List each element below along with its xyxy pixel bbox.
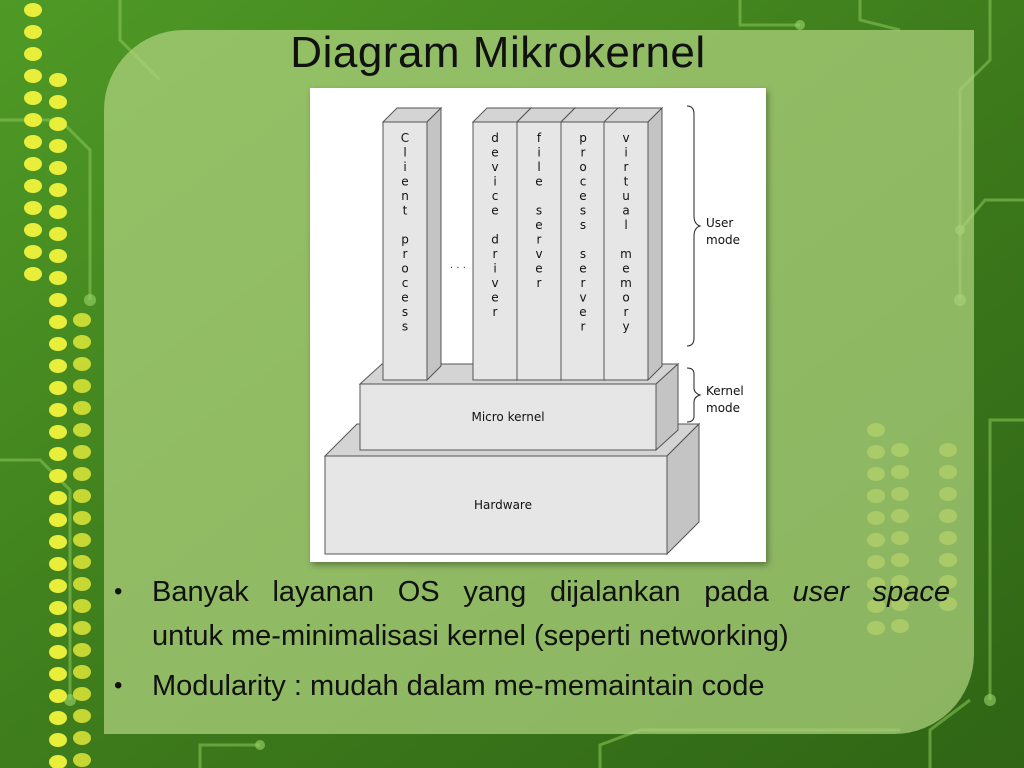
column-letter: v — [491, 276, 499, 290]
circuit-dot — [73, 467, 91, 481]
circuit-dot — [49, 491, 67, 505]
circuit-dot — [49, 337, 67, 351]
circuit-dot — [24, 91, 42, 105]
kernel-mode-label-line2: mode — [706, 401, 741, 415]
user-mode-brace — [687, 106, 700, 346]
circuit-dot — [49, 645, 67, 659]
micro-kernel-label: Micro kernel — [471, 410, 545, 424]
circuit-dot — [49, 73, 67, 87]
column-letter: f — [536, 131, 542, 145]
column-letter: r — [580, 145, 586, 160]
circuit-dot — [24, 267, 42, 281]
bullet-2-text: Modularity : mudah dalam me-memaintain code — [152, 670, 765, 702]
column-letter: r — [492, 305, 498, 319]
circuit-dot — [49, 315, 67, 329]
circuit-dot — [73, 379, 91, 393]
circuit-dot — [73, 599, 91, 613]
column-letter: l — [403, 145, 407, 160]
column-letter: v — [579, 290, 587, 305]
column-letter: d — [491, 232, 499, 247]
column-letter: C — [400, 131, 410, 145]
column-letter: r — [580, 276, 586, 290]
circuit-dot — [49, 623, 67, 637]
circuit-dot — [73, 643, 91, 657]
bullet-1-emphasis: user space — [792, 576, 950, 608]
bullet-1-line-2: untuk me-minimalisasi kernel (seperti networking) — [152, 620, 789, 652]
user-mode-label-line1: User — [706, 216, 734, 230]
circuit-dot — [24, 223, 42, 237]
column-client-process — [383, 108, 441, 380]
circuit-dot — [49, 95, 67, 109]
column-letter: p — [401, 232, 409, 247]
circuit-dot — [49, 183, 67, 197]
circuit-dot — [73, 335, 91, 349]
circuit-dot — [49, 403, 67, 417]
bullet-item — [110, 570, 950, 658]
circuit-dot — [49, 733, 67, 747]
column-letter: e — [579, 189, 587, 203]
column-letter: a — [622, 203, 630, 218]
circuit-dot — [49, 117, 67, 131]
column-letter: d — [491, 131, 499, 145]
circuit-dot — [49, 689, 67, 703]
circuit-dot — [49, 359, 67, 373]
column-letter: v — [491, 160, 499, 174]
microkernel-diagram — [310, 88, 766, 562]
column-letter: e — [401, 174, 409, 189]
column-letter: r — [492, 247, 498, 261]
circuit-dot — [49, 469, 67, 483]
bullet-1-line-1 — [152, 570, 950, 614]
ellipsis: . . . — [450, 260, 466, 271]
column-letter: e — [622, 261, 630, 276]
column-letter: i — [493, 174, 497, 189]
column-letter: r — [536, 232, 542, 247]
bullet-item — [110, 664, 950, 708]
circuit-dot — [73, 621, 91, 635]
circuit-dot — [24, 3, 42, 17]
circuit-dot — [49, 425, 67, 439]
column-letter: i — [403, 160, 407, 174]
circuit-dot — [24, 179, 42, 193]
circuit-dot — [73, 489, 91, 503]
column-letter: l — [537, 160, 541, 174]
circuit-dot — [73, 665, 91, 679]
column-letter: m — [620, 247, 632, 261]
kernel-mode-brace — [687, 368, 700, 422]
circuit-dot — [49, 161, 67, 175]
column-letter: e — [535, 261, 543, 276]
column-letter: u — [622, 189, 630, 203]
circuit-dot — [24, 135, 42, 149]
column-letter: r — [580, 319, 586, 334]
bullet-1-text: Banyak layanan OS yang dijalankan pada — [152, 576, 793, 608]
hardware-label: Hardware — [474, 498, 532, 512]
circuit-dot — [49, 447, 67, 461]
column-letter: r — [623, 305, 629, 319]
circuit-dot — [24, 47, 42, 61]
column-letter: n — [401, 189, 409, 203]
column-letter: v — [535, 247, 543, 261]
column-letter: e — [535, 174, 543, 189]
circuit-dot — [49, 293, 67, 307]
column-letter: o — [579, 160, 587, 174]
circuit-dot — [73, 313, 91, 327]
circuit-dot — [73, 687, 91, 701]
circuit-dot — [73, 577, 91, 591]
column-letter: e — [535, 218, 543, 232]
circuit-dot — [49, 139, 67, 153]
column-letter: e — [491, 145, 499, 160]
circuit-dot — [49, 579, 67, 593]
column-letter: s — [579, 218, 587, 232]
circuit-dot — [73, 709, 91, 723]
column-letter: r — [402, 247, 408, 261]
column-letter: m — [620, 276, 632, 290]
column-letter: t — [402, 203, 408, 218]
column-letter: v — [622, 131, 630, 145]
circuit-dot — [24, 69, 42, 83]
column-letter: r — [623, 160, 629, 174]
column-letter: i — [493, 261, 497, 276]
column-letter: s — [401, 319, 409, 334]
circuit-dot — [24, 245, 42, 259]
column-virtual-memory — [604, 108, 662, 380]
bullet-marker: • — [114, 672, 123, 699]
column-letter: t — [623, 174, 629, 189]
column-letter: e — [579, 261, 587, 276]
circuit-dot — [49, 249, 67, 263]
circuit-dot — [49, 535, 67, 549]
column-letter: s — [579, 247, 587, 261]
circuit-dot — [73, 423, 91, 437]
circuit-dot — [49, 667, 67, 681]
column-letter: r — [536, 276, 542, 290]
circuit-dot — [49, 601, 67, 615]
circuit-dot — [49, 513, 67, 527]
circuit-dot — [73, 731, 91, 745]
circuit-dot — [24, 157, 42, 171]
column-letter: e — [491, 290, 499, 305]
circuit-dot — [24, 201, 42, 215]
circuit-dot — [73, 555, 91, 569]
column-letter: c — [401, 276, 409, 290]
circuit-dot — [49, 381, 67, 395]
circuit-dot — [73, 753, 91, 767]
column-letter: i — [537, 145, 541, 160]
column-letter: i — [624, 145, 628, 160]
kernel-mode-label-line1: Kernel — [706, 384, 744, 398]
circuit-dot — [73, 357, 91, 371]
column-letter: c — [579, 174, 587, 189]
column-letter: s — [579, 203, 587, 218]
column-letter: y — [622, 319, 630, 334]
circuit-dot — [49, 271, 67, 285]
bullet-marker: • — [114, 578, 123, 605]
column-letter: p — [579, 131, 587, 145]
column-letter: c — [491, 189, 499, 203]
column-letter: o — [401, 261, 409, 276]
circuit-dot — [73, 401, 91, 415]
column-letter: e — [579, 305, 587, 319]
circuit-dot — [73, 445, 91, 459]
column-letter: e — [401, 290, 409, 305]
column-letter: e — [491, 203, 499, 218]
circuit-dot — [73, 511, 91, 525]
circuit-dot — [49, 205, 67, 219]
circuit-dot — [49, 227, 67, 241]
slide-title: Diagram Mikrokernel — [290, 28, 706, 77]
circuit-dot — [49, 711, 67, 725]
circuit-dot — [24, 113, 42, 127]
circuit-dot — [73, 533, 91, 547]
circuit-dot — [49, 557, 67, 571]
column-letter: o — [622, 290, 630, 305]
column-letter: l — [624, 218, 628, 232]
user-mode-label-line2: mode — [706, 233, 741, 247]
column-letter: s — [401, 305, 409, 319]
bullet-list — [110, 570, 950, 708]
circuit-dot — [24, 25, 42, 39]
column-letter: s — [535, 203, 543, 218]
